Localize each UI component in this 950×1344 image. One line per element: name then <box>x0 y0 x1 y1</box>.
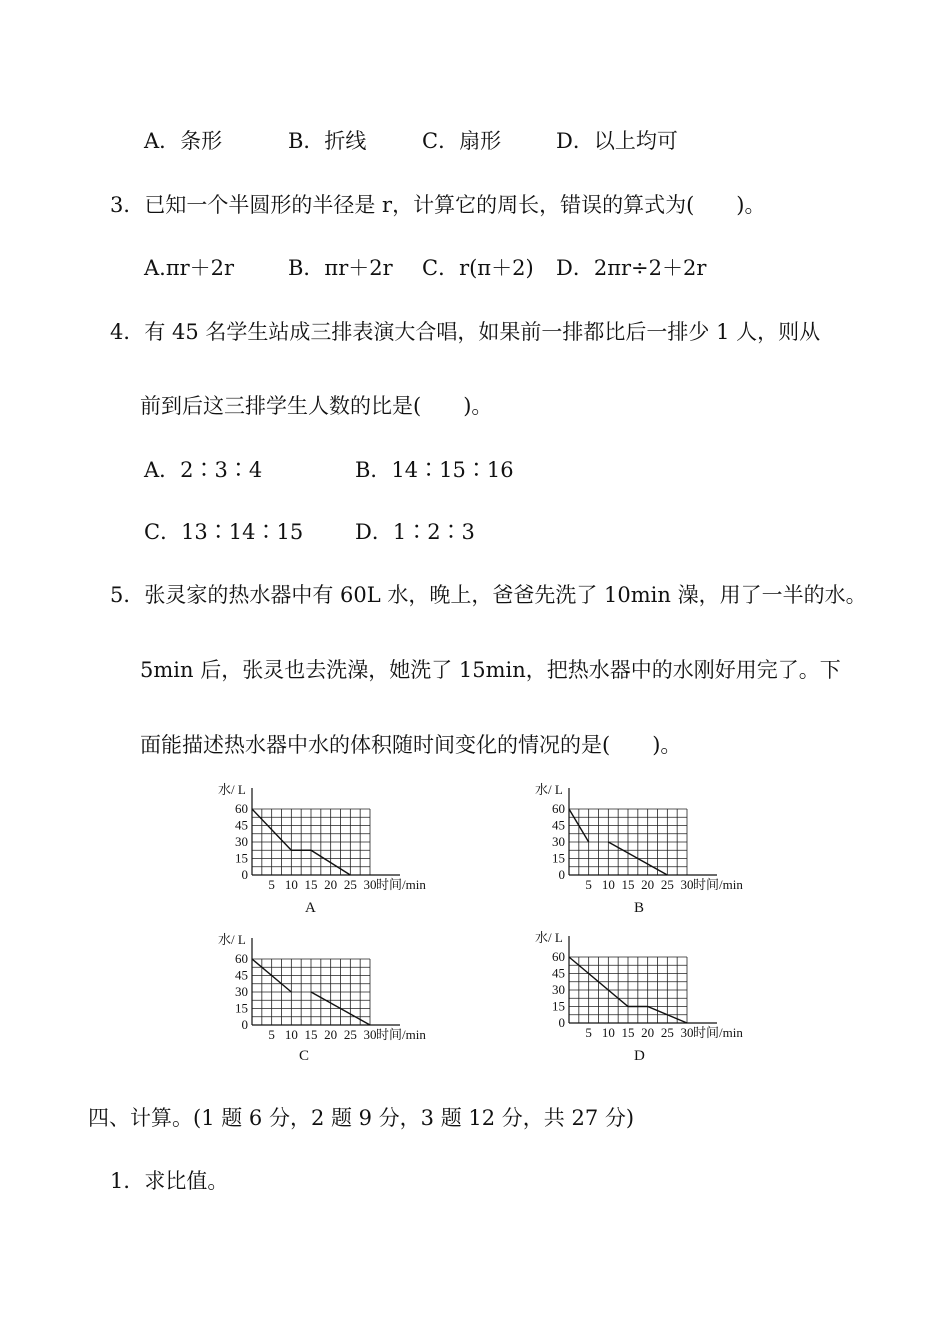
q2-option-b: B．折线 <box>288 129 367 153</box>
x-tick-label: 30 <box>680 877 694 892</box>
q4-option-b: B．14∶15∶16 <box>355 458 514 482</box>
x-axis-label: 时间/min <box>376 877 426 892</box>
x-tick-label: 10 <box>601 1025 615 1040</box>
q4-option-c: C．13∶14∶15 <box>144 520 304 544</box>
y-tick-label: 30 <box>235 984 248 999</box>
section4-title: 四、计算。(1 题 6 分，2 题 9 分，3 题 12 分，共 27 分) <box>88 1106 635 1130</box>
x-tick-label: 30 <box>363 877 377 892</box>
x-tick-label: 25 <box>660 1025 674 1040</box>
chart-c <box>210 930 450 1045</box>
chart-c-caption: C <box>299 1048 310 1064</box>
y-axis-label: 水/ L <box>535 930 563 945</box>
q3-option-b: B．πr＋2r <box>288 256 393 280</box>
y-tick-label: 15 <box>552 850 565 866</box>
x-tick-label: 20 <box>641 1025 655 1040</box>
y-tick-label: 60 <box>552 949 565 964</box>
x-tick-label: 15 <box>621 877 635 892</box>
y-tick-label: 30 <box>552 982 565 997</box>
q3-option-a: A.πr＋2r <box>144 256 235 280</box>
y-tick-label: 45 <box>552 965 565 981</box>
y-tick-label: 0 <box>241 867 248 882</box>
x-tick-label: 10 <box>284 877 298 892</box>
x-tick-label: 10 <box>601 877 615 892</box>
y-tick-label: 45 <box>235 967 248 983</box>
q4-option-d: D．1∶2∶3 <box>355 520 475 544</box>
q4-stem-line1: 4．有 45 名学生站成三排表演大合唱，如果前一排都比后一排少 1 人，则从 <box>110 320 821 344</box>
q3-stem: 3．已知一个半圆形的半径是 r，计算它的周长，错误的算式为( )。 <box>110 193 766 217</box>
x-tick-label: 30 <box>680 1025 694 1040</box>
y-tick-label: 60 <box>552 801 565 816</box>
q2-option-a: A．条形 <box>144 129 223 153</box>
q5-stem-line2: 5min 后，张灵也去洗澡，她洗了 15min，把热水器中的水刚好用完了。下 <box>140 658 841 682</box>
q3-option-d: D．2πr÷2＋2r <box>556 256 707 280</box>
x-tick-label: 5 <box>268 1027 275 1042</box>
y-tick-label: 45 <box>235 817 248 833</box>
x-tick-label: 25 <box>343 877 357 892</box>
x-tick-label: 20 <box>641 877 655 892</box>
x-tick-label: 20 <box>324 1027 338 1042</box>
q4-stem-line2: 前到后这三排学生人数的比是( )。 <box>140 394 493 418</box>
x-tick-label: 15 <box>304 877 318 892</box>
chart-d-caption: D <box>634 1048 645 1064</box>
q4-option-a: A．2∶3∶4 <box>144 458 263 482</box>
x-tick-label: 25 <box>660 877 674 892</box>
chart-a <box>210 780 450 895</box>
x-axis-label: 时间/min <box>693 1025 743 1040</box>
y-tick-label: 15 <box>235 1000 248 1016</box>
x-axis-label: 时间/min <box>693 877 743 892</box>
y-tick-label: 30 <box>235 834 248 849</box>
y-tick-label: 60 <box>235 801 248 816</box>
x-tick-label: 15 <box>304 1027 318 1042</box>
x-tick-label: 30 <box>363 1027 377 1042</box>
y-tick-label: 30 <box>552 834 565 849</box>
y-tick-label: 60 <box>235 951 248 966</box>
y-tick-label: 0 <box>558 867 565 882</box>
chart-b <box>527 780 767 895</box>
y-axis-label: 水/ L <box>218 782 246 797</box>
y-tick-label: 45 <box>552 817 565 833</box>
y-axis-label: 水/ L <box>535 782 563 797</box>
x-tick-label: 10 <box>284 1027 298 1042</box>
x-tick-label: 25 <box>343 1027 357 1042</box>
q2-option-c: C．扇形 <box>422 129 502 153</box>
chart-a-caption: A <box>305 900 316 916</box>
q5-stem-line3: 面能描述热水器中水的体积随时间变化的情况的是( )。 <box>140 733 682 757</box>
x-axis-label: 时间/min <box>376 1027 426 1042</box>
x-tick-label: 5 <box>585 877 592 892</box>
q2-option-d: D．以上均可 <box>556 129 678 153</box>
y-tick-label: 15 <box>552 998 565 1014</box>
y-tick-label: 15 <box>235 850 248 866</box>
q3-option-c: C．r(π＋2) <box>422 256 534 280</box>
x-tick-label: 15 <box>621 1025 635 1040</box>
x-tick-label: 5 <box>268 877 275 892</box>
chart-d <box>527 928 767 1043</box>
y-axis-label: 水/ L <box>218 932 246 947</box>
q5-stem-line1: 5．张灵家的热水器中有 60L 水，晚上，爸爸先洗了 10min 澡，用了一半的水。 <box>110 583 867 607</box>
y-tick-label: 0 <box>241 1017 248 1032</box>
x-tick-label: 5 <box>585 1025 592 1040</box>
section4-q1: 1．求比值。 <box>110 1169 229 1193</box>
x-tick-label: 20 <box>324 877 338 892</box>
chart-b-caption: B <box>634 900 645 916</box>
y-tick-label: 0 <box>558 1015 565 1030</box>
